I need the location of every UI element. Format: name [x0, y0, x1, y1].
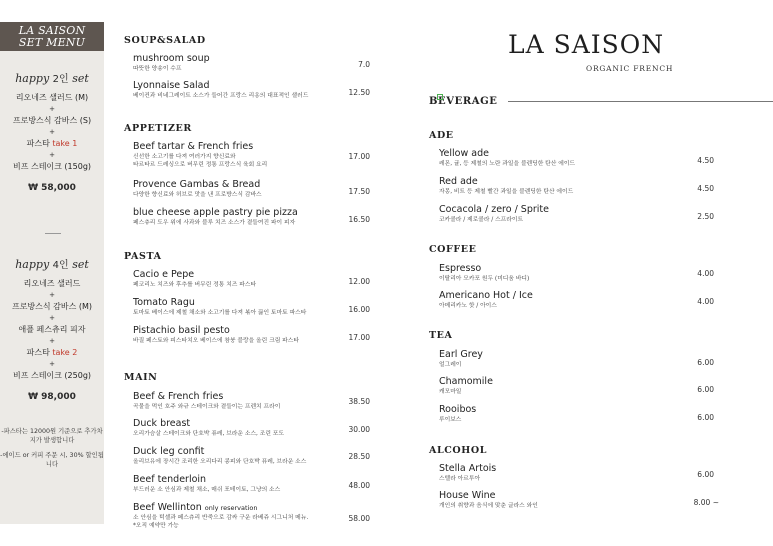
item-price: 4.00 — [697, 269, 714, 278]
set-4-pasta-label: 파스타 — [26, 348, 50, 357]
item-desc: 코카콜라 / 제로콜라 / 스프라이트 — [439, 217, 524, 223]
item-desc: 개인의 취향과 음식에 맞춘 글라스 와인 — [439, 503, 538, 509]
plus-separator: + — [49, 291, 55, 299]
logo-title: LA SAISON — [508, 30, 665, 59]
set-2-item-pasta — [0, 137, 104, 150]
item-price: 17.00 — [348, 152, 370, 161]
item-desc: 따뜻한 양송이 수프 — [133, 66, 182, 72]
item-name: Stella Artois — [439, 463, 497, 474]
set-2-person — [0, 70, 104, 193]
set-menu-sidebar — [0, 22, 104, 524]
set-2-item: 프로방스식 감바스 (S) — [12, 116, 92, 125]
set-2-title-count: 2인 — [52, 74, 69, 85]
item-desc: 타르타르 드레싱으로 버무린 정통 프랑스식 육회 요리 — [133, 162, 268, 168]
set-2-pasta-take: take 1 — [52, 139, 78, 148]
item-desc: 페코리노 치즈와 후추를 버무린 정통 치즈 파스타 — [133, 282, 257, 288]
item-price: 6.00 — [697, 413, 714, 422]
item-name: Rooibos — [439, 404, 477, 415]
item-price: 58.00 — [348, 514, 370, 523]
menu-item — [439, 463, 689, 483]
item-price: 2.50 — [697, 212, 714, 221]
cursor-marker — [437, 94, 443, 100]
section-title-alcohol: ALCOHOL — [429, 445, 488, 456]
set-menu-header — [0, 22, 104, 51]
section-title-main: MAIN — [124, 372, 158, 383]
item-name: Americano Hot / Ice — [439, 290, 533, 301]
beverage-rule — [508, 101, 773, 102]
item-desc: 부드러운 소 안심과 제철 채소, 매쉬 포테이토, 그냥의 소스 — [133, 487, 281, 493]
item-desc: 올리브유에 장시간 조리한 오리다리 콩피와 단호박 퓨레, 브라운 소스 — [133, 459, 307, 465]
set-4-price: ₩ 98,000 — [28, 392, 76, 402]
plus-separator: + — [49, 314, 55, 322]
item-name: Lyonnaise Salad — [133, 80, 210, 91]
item-desc: 레몬, 귤, 등 제철의 노란 과일을 블렌딩한 탄산 에이드 — [439, 161, 576, 167]
item-price: 48.00 — [348, 481, 370, 490]
item-name: Yellow ade — [439, 148, 489, 159]
menu-item — [439, 204, 689, 224]
item-name: mushroom soup — [133, 53, 210, 64]
item-desc: 베이컨과 비네그레이트 소스가 들어간 프랑스 리옹의 대표적인 샐러드 — [133, 93, 309, 99]
item-price: 4.50 — [697, 184, 714, 193]
section-title-coffee: COFFEE — [429, 244, 477, 255]
item-desc: 다양한 향신료와 허브로 맛을 낸 프로방스식 감바스 — [133, 192, 262, 198]
section-title-tea: TEA — [429, 330, 453, 341]
set-2-item: 리오네즈 샐러드 (M) — [15, 93, 89, 102]
section-title-soup-salad: SOUP&SALAD — [124, 35, 206, 46]
item-price: 12.50 — [348, 88, 370, 97]
item-name: Earl Grey — [439, 349, 483, 360]
item-name: Beef & French fries — [133, 391, 224, 402]
set-note: -파스타는 12000원 기준으로 추가차지가 발생합니다 — [1, 428, 103, 444]
item-name: Beef tartar & French fries — [133, 141, 254, 152]
menu-item — [439, 404, 689, 424]
item-desc: 오리가슴살 스테이크와 단호박 퓨레, 브라운 소스, 조린 포도 — [133, 431, 284, 437]
set-2-pasta-label: 파스타 — [26, 139, 50, 148]
item-price: 6.00 — [697, 470, 714, 479]
item-name: Provence Gambas & Bread — [133, 179, 261, 190]
item-name — [133, 502, 383, 514]
set-note: -에이드 or 커피 주문 시, 30% 할인됩니다 — [0, 452, 104, 468]
section-title-beverage: BEVERAGE — [429, 96, 498, 107]
item-price: 30.00 — [348, 425, 370, 434]
set-menu-header-line1: LA SAISON — [18, 24, 86, 37]
item-name: Cacio e Pepe — [133, 269, 195, 280]
item-name: Pistachio basil pesto — [133, 325, 230, 336]
item-desc: *오직 예약만 가능 — [133, 523, 179, 529]
item-desc: 캐모마일 — [439, 389, 462, 395]
set-2-item: 비프 스테이크 (150g) — [12, 162, 92, 171]
item-name: Beef tenderloin — [133, 474, 207, 485]
menu-item — [439, 349, 689, 369]
set-4-title — [0, 256, 104, 271]
menu-item — [439, 490, 689, 510]
item-desc: 곡물을 먹인 호주 와규 스테이크와 곁들이는 프렌치 프라이 — [133, 404, 281, 410]
set-2-title — [0, 70, 104, 85]
item-price: 7.0 — [358, 60, 370, 69]
item-name: Tomato Ragu — [133, 297, 195, 308]
section-title-ade: ADE — [429, 130, 454, 141]
item-name: Cocacola / zero / Sprite — [439, 204, 549, 215]
menu-item — [439, 376, 689, 396]
item-name: Duck leg confit — [133, 446, 205, 457]
item-desc: 자몽, 비트 등 제철 빨간 과일을 블렌딩한 탄산 에이드 — [439, 189, 574, 195]
item-desc: 루이보스 — [439, 417, 462, 423]
item-price: 6.00 — [697, 385, 714, 394]
set-4-person — [0, 256, 104, 402]
plus-separator: + — [49, 128, 55, 136]
set-notes — [0, 427, 104, 475]
set-4-item: 비프 스테이크 (250g) — [12, 371, 92, 380]
item-name-note: only reservation — [204, 504, 258, 512]
item-price: 38.50 — [348, 397, 370, 406]
item-name: blue cheese apple pastry pie pizza — [133, 207, 298, 218]
item-price: 17.50 — [348, 187, 370, 196]
set-menu-header-line2: SET MENU — [18, 36, 86, 49]
set-4-item: 프로방스식 감바스 (M) — [11, 302, 93, 311]
set-2-title-set: set — [72, 72, 89, 85]
item-desc: 신선한 소고기를 다져 여러가지 향신료와 — [133, 154, 236, 160]
item-price: 4.50 — [697, 156, 714, 165]
menu-item — [439, 290, 689, 310]
item-price: 16.00 — [348, 305, 370, 314]
logo-subtitle: ORGANIC FRENCH — [586, 64, 674, 73]
item-price: 8.00 ~ — [693, 498, 719, 507]
set-4-title-happy: happy — [15, 258, 50, 271]
item-desc: 이탈리아 모카포 원두 (미디움 바디) — [439, 276, 530, 282]
item-name: Espresso — [439, 263, 482, 274]
item-desc: 바질 페스토와 피스타치오 베이스에 참붕 블랑을 올린 크림 파스타 — [133, 338, 299, 344]
plus-separator: + — [49, 360, 55, 368]
item-desc: 토마토 베이스에 제철 채소와 소고기를 다져 볶아 끓인 토마토 파스타 — [133, 310, 307, 316]
section-title-pasta: PASTA — [124, 251, 162, 262]
item-name: Red ade — [439, 176, 478, 187]
plus-separator: + — [49, 151, 55, 159]
set-divider — [45, 233, 61, 234]
item-desc: 페스츄리 도우 위에 사과와 블루 치즈 소스가 곁들여진 파이 피자 — [133, 220, 296, 226]
set-4-item: 애플 페스츄리 피자 — [18, 325, 86, 334]
menu-item — [439, 148, 689, 168]
item-name-text: Beef Wellinton — [133, 502, 202, 513]
item-name: Duck breast — [133, 418, 191, 429]
item-desc: 얼그레이 — [439, 362, 462, 368]
menu-item — [439, 263, 689, 283]
set-4-item: 리오네즈 샐러드 — [23, 279, 81, 288]
set-4-pasta-take: take 2 — [52, 348, 78, 357]
item-desc: 아메리카노 핫 / 아이스 — [439, 303, 497, 309]
item-name: Chamomile — [439, 376, 493, 387]
set-2-price: ₩ 58,000 — [28, 183, 76, 193]
item-price: 17.00 — [348, 333, 370, 342]
item-price: 4.00 — [697, 297, 714, 306]
set-4-title-set: set — [72, 258, 89, 271]
plus-separator: + — [49, 337, 55, 345]
section-title-appetizer: APPETIZER — [124, 123, 192, 134]
item-price: 28.50 — [348, 452, 370, 461]
set-4-item-pasta — [0, 346, 104, 359]
item-desc: 스텔라 아르투아 — [439, 476, 481, 482]
item-price: 16.50 — [348, 215, 370, 224]
item-price: 6.00 — [697, 358, 714, 367]
menu-item — [439, 176, 689, 196]
set-4-title-count: 4인 — [52, 260, 69, 271]
plus-separator: + — [49, 105, 55, 113]
item-desc: 소 안심을 턱셀과 페스츄리 반죽으로 감싸 구운 라베쥬 시그니처 메뉴. — [133, 515, 309, 521]
item-name: House Wine — [439, 490, 496, 501]
item-price: 12.00 — [348, 277, 370, 286]
set-2-title-happy: happy — [15, 72, 50, 85]
